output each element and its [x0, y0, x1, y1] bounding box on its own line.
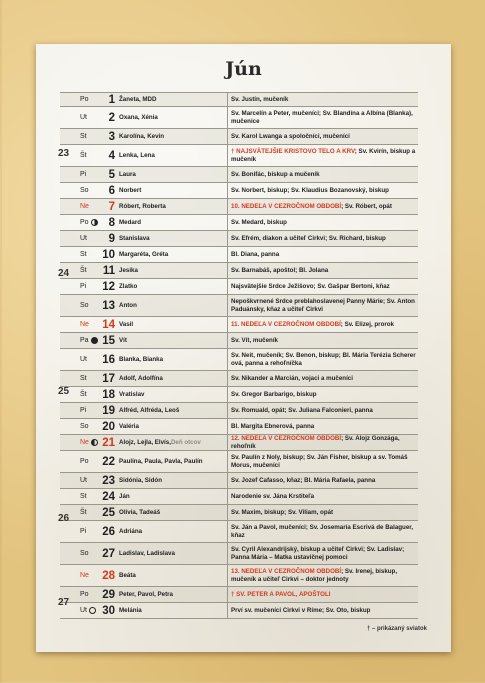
name-day: Norbert [119, 183, 228, 198]
day-number: 4 [108, 149, 115, 162]
name-day: Beáta [119, 565, 228, 586]
day-name-text: So [80, 550, 89, 557]
day-name-text: Ne [80, 203, 89, 210]
saints-text: Sv. Barnabáš, apoštol; Bl. Jolana [231, 266, 329, 274]
day-number: 8 [108, 216, 115, 229]
day-number: 6 [108, 184, 115, 197]
day-number: 24 [102, 490, 115, 503]
day-name-text: Pi [80, 283, 87, 290]
saints-text: Sv. Medard, biskup [231, 218, 287, 226]
week-cell [60, 215, 77, 230]
day-row [60, 435, 418, 451]
day-row [60, 387, 418, 403]
name-day: Sidónia, Sidón [119, 473, 228, 488]
saints-text: Narodenie sv. Jána Krstiteľa [231, 492, 315, 500]
name-day: Paulína, Paula, Pavla, Paulín [119, 451, 228, 472]
day-number: 23 [102, 474, 115, 487]
day-name [77, 247, 99, 262]
day-row [60, 543, 418, 565]
name-day: Vratislav [119, 387, 228, 402]
day-name [77, 93, 99, 106]
day-number: 2 [108, 111, 115, 124]
day-number: 14 [102, 318, 115, 331]
name-day: Karolína, Kevin [119, 129, 228, 144]
day-name [77, 215, 99, 230]
week-cell [60, 279, 77, 294]
saints-text: Sv. Jozef Cafasso, kňaz; Bl. Mária Rafaela, panna [231, 476, 376, 484]
day-name-text: Ne [80, 572, 89, 579]
saints-text: Sv. Norbert, biskup; Sv. Klaudius Bozanovský, biskup [231, 186, 389, 194]
day-number: 10 [102, 248, 115, 261]
week-cell [60, 543, 77, 564]
day-name [77, 435, 99, 450]
name-day: Vít [119, 333, 228, 348]
week-number: 23 [58, 147, 70, 159]
week-cell [60, 521, 77, 542]
day-row [60, 167, 418, 183]
day-name-text: Ut [80, 607, 87, 614]
day-name [77, 543, 99, 564]
day-name-text: Ut [80, 356, 87, 363]
day-name-text: St [80, 133, 87, 140]
day-number: 5 [108, 168, 115, 181]
week-cell [60, 93, 77, 106]
day-row [60, 521, 418, 543]
day-name [77, 263, 99, 278]
day-name [77, 279, 99, 294]
saints-text: Sv. Gregor Barbarigo, biskup [231, 390, 317, 398]
day-row [60, 333, 418, 349]
day-row [60, 295, 418, 317]
day-number: 26 [102, 525, 115, 538]
saints-text: Sv. Efrém, diakon a učiteľ Cirkvi; Sv. Richard, biskup [231, 234, 386, 242]
name-day: Adriána [119, 521, 228, 542]
day-row [60, 183, 418, 199]
day-row [60, 565, 418, 587]
day-number: 22 [102, 455, 115, 468]
day-name [77, 451, 99, 472]
week-cell [60, 403, 77, 418]
name-day: Vasil [119, 317, 228, 332]
day-row [60, 215, 418, 231]
day-name [77, 231, 99, 246]
week-cell [60, 489, 77, 504]
name-day: Róbert, Roberta [119, 199, 228, 214]
name-day: Medard [119, 215, 228, 230]
saints-text: Sv. Romuald, opát; Sv. Juliana Falconieri, panna [231, 406, 373, 414]
name-day: Alfréd, Alfréda, Leoš [119, 403, 228, 418]
day-number: 15 [102, 334, 115, 347]
week-number: 26 [58, 513, 70, 524]
day-name [77, 403, 99, 418]
week-number: 27 [58, 597, 70, 608]
week-cell [60, 333, 77, 348]
saints-text: 13. NEDEĽA V CEZROČNOM OBDOBÍ; Sv. Irenej, biskup, mučeník a učiteľ Cirkvi – doktor jednoty [231, 568, 398, 583]
day-name [77, 603, 99, 618]
name-day: Melánia [119, 603, 228, 618]
day-name [77, 129, 99, 144]
day-name [77, 317, 99, 332]
week-cell [60, 451, 77, 472]
day-row [60, 107, 418, 129]
day-row [60, 403, 418, 419]
saints-text: † SV. PETER A PAVOL, APOŠTOLI [231, 590, 331, 598]
day-name-text: Po [80, 458, 89, 465]
day-row [60, 129, 418, 145]
name-day: Oxana, Xénia [119, 107, 228, 128]
day-number: 11 [102, 264, 115, 277]
saints-text: Sv. Neit, mučeník; Sv. Benon, biskup; Bl. Mária Terézia Scherer ová, panna a rehoľníčka [231, 352, 416, 367]
week-cell [60, 183, 77, 198]
day-name-text: St [80, 493, 87, 500]
day-row [60, 279, 418, 295]
moon-phase-icon [91, 337, 98, 344]
saints-text: Prví sv. mučeníci Cirkvi v Ríme; Sv. Oto, biskup [231, 606, 371, 614]
day-name-text: Št [80, 509, 87, 516]
name-day: Blanka, Bianka [119, 349, 228, 370]
week-cell [60, 349, 77, 370]
day-name-text: Ut [80, 477, 87, 484]
day-row [60, 92, 418, 107]
day-name-text: So [80, 423, 89, 430]
day-name-text: So [80, 187, 89, 194]
day-name [77, 333, 99, 348]
saints-text: Najsvätejšie Srdce Ježišovo; Sv. Gašpar Bertoni, kňaz [231, 282, 390, 290]
day-number: 28 [102, 569, 115, 582]
day-name [77, 387, 99, 402]
day-name [77, 199, 99, 214]
calendar-page [36, 44, 451, 652]
name-day: Peter, Pavol, Petra [119, 587, 228, 602]
day-name [77, 349, 99, 370]
name-day: Valéria [119, 419, 228, 434]
day-name [77, 521, 99, 542]
week-cell [60, 435, 77, 450]
saints-text: Bl. Margita Ebnerová, panna [231, 422, 315, 430]
saints-text: Sv. Nikander a Marcián, vojaci a mučeníci [231, 374, 353, 382]
day-name-text: Po [80, 591, 89, 598]
day-number: 27 [102, 547, 115, 560]
week-cell [60, 371, 77, 386]
week-cell [60, 231, 77, 246]
week-cell [60, 317, 77, 332]
day-name-text: Ne [80, 321, 89, 328]
day-name-text: Št [80, 267, 87, 274]
day-name [77, 295, 99, 316]
saints-text: Sv. Karol Lwanga a spoločníci, mučeníci [231, 132, 350, 140]
day-name [77, 183, 99, 198]
day-row [60, 451, 418, 473]
day-name-text: Št [80, 152, 87, 159]
day-name-text: St [80, 375, 87, 382]
calendar-grid [60, 92, 418, 619]
day-number: 17 [102, 372, 115, 385]
week-cell [60, 129, 77, 144]
day-row [60, 473, 418, 489]
saints-text: 10. NEDEĽA V CEZROČNOM OBDOBÍ; Sv. Róbert, opát [231, 202, 392, 210]
week-cell [60, 473, 77, 488]
saints-text: Sv. Vít, mučeník [231, 336, 278, 344]
name-day: Laura [119, 167, 228, 182]
day-row [60, 247, 418, 263]
week-number: 24 [58, 268, 70, 279]
day-number: 9 [108, 232, 115, 245]
day-name [77, 107, 99, 128]
moon-phase-icon [91, 219, 98, 226]
day-name-text: Ut [80, 114, 87, 121]
day-row [60, 231, 418, 247]
name-day: Jesika [119, 263, 228, 278]
day-row [60, 317, 418, 333]
saints-text: 12. NEDEĽA V CEZROČNOM OBDOBÍ; Sv. Alojz Gonzága, rehoľník [231, 435, 400, 450]
day-name-text: St [80, 251, 87, 258]
saints-text: Sv. Ján a Pavol, mučeníci; Sv. Josemaría Escrivá de Balaguer, kňaz [231, 524, 414, 539]
day-row [60, 145, 418, 167]
day-name [77, 489, 99, 504]
saints-text: Sv. Maxim, biskup; Sv. Viliam, opát [231, 508, 334, 516]
week-cell [60, 167, 77, 182]
day-name-text: So [80, 302, 89, 309]
day-row [60, 489, 418, 505]
name-day: Margaréta, Gréta [119, 247, 228, 262]
name-day: Alojz, Lejla, Elvís, Deň otcov [119, 435, 228, 450]
day-row [60, 199, 418, 215]
day-name [77, 371, 99, 386]
day-name-text: Pi [80, 171, 87, 178]
day-name-text: Po [80, 96, 89, 103]
name-day: Žaneta, MDD [119, 93, 228, 106]
day-name [77, 419, 99, 434]
day-name [77, 167, 99, 182]
name-day: Anton [119, 295, 228, 316]
name-day: Zlatko [119, 279, 228, 294]
day-name-text: Pi [80, 407, 87, 414]
saints-text: Sv. Marcelín a Peter, mučeníci; Sv. Blandína a Albína (Blanka), mučenice [231, 110, 413, 125]
day-row [60, 587, 418, 603]
day-number: 19 [102, 404, 115, 417]
day-row [60, 349, 418, 371]
name-day: Lenka, Lena [119, 145, 228, 166]
day-number: 21 [102, 436, 115, 449]
day-name [77, 505, 99, 520]
saints-text: Sv. Cyril Alexandrijský, biskup a učiteľ Cirkvi; Sv. Ladislav; Panna Mária – Matka ustavičnej pomoci [231, 546, 405, 561]
week-cell [60, 199, 77, 214]
moon-phase-icon [91, 439, 98, 446]
day-number: 12 [102, 280, 115, 293]
day-row [60, 419, 418, 435]
week-cell [60, 565, 77, 586]
day-name [77, 565, 99, 586]
saints-text: Sv. Paulín z Noly, biskup; Sv. Ján Fisher, biskup a sv. Tomáš Morus, mučeníci [231, 454, 408, 469]
saints-text: † NAJSVÄTEJŠIE KRISTOVO TELO A KRV; Sv. Kvirín, biskup a mučeník [231, 148, 416, 163]
day-number: 29 [102, 588, 115, 601]
day-name [77, 145, 99, 166]
day-number: 25 [102, 506, 115, 519]
day-name-text: Po [80, 219, 89, 226]
day-row [60, 263, 418, 279]
day-number: 1 [108, 93, 115, 106]
day-number: 13 [102, 299, 115, 312]
day-name [77, 587, 99, 602]
name-day: Adolf, Adolfína [119, 371, 228, 386]
day-name-text: Ne [80, 439, 89, 446]
saints-text: Sv. Justín, mučeník [231, 95, 289, 103]
day-row [60, 371, 418, 387]
day-number: 18 [102, 388, 115, 401]
moon-phase-icon [89, 607, 96, 614]
name-day: Stanislava [119, 231, 228, 246]
week-cell [60, 247, 77, 262]
saints-text: Sv. Bonifác, biskup a mučeník [231, 170, 320, 178]
saints-text: 11. NEDEĽA V CEZROČNOM OBDOBÍ; Sv. Elizej, prorok [231, 320, 394, 328]
saints-text: Bl. Diana, panna [231, 250, 280, 258]
day-number: 30 [102, 604, 115, 617]
day-name-text: Pi [80, 528, 87, 535]
week-cell [60, 419, 77, 434]
day-name-text: Št [80, 391, 87, 398]
week-cell [60, 107, 77, 128]
day-name-text: Pa [80, 337, 89, 344]
week-cell [60, 295, 77, 316]
day-number: 7 [108, 200, 115, 213]
day-name [77, 473, 99, 488]
footnote: † – prikázaný sviatok [366, 626, 427, 632]
day-number: 3 [108, 130, 115, 143]
name-day: Ladislav, Ladislava [119, 543, 228, 564]
day-row [60, 603, 418, 619]
day-number: 20 [102, 420, 115, 433]
name-day: Ján [119, 489, 228, 504]
name-day: Olívia, Tadeáš [119, 505, 228, 520]
day-row [60, 505, 418, 521]
saints-text: Nepoškvrnené Srdce preblahoslavenej Panny Márie; Sv. Anton Paduánsky, kňaz a učiteľ Cirkvi [231, 298, 415, 313]
day-name-text: Ut [80, 235, 87, 242]
day-number: 16 [102, 353, 115, 366]
month-title: Jún [225, 58, 262, 80]
week-number: 25 [58, 386, 70, 397]
